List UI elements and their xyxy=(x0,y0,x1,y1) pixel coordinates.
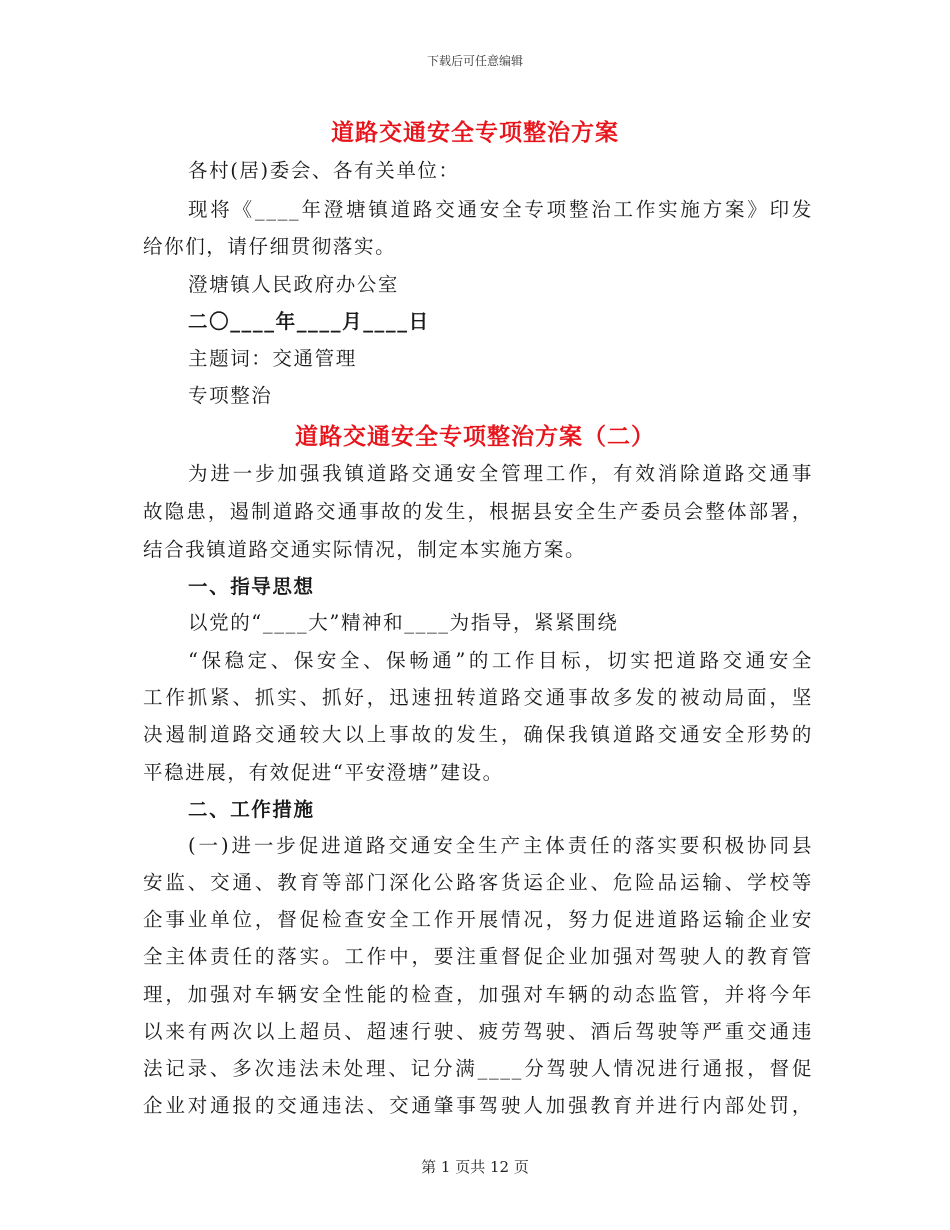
notice-sender: 澄塘镇人民政府办公室 xyxy=(188,273,400,296)
intro-line: 结合我镇道路交通实际情况，制定本实施方案。 xyxy=(143,538,587,561)
section1-line: 工作抓紧、抓实、抓好，迅速扭转道路交通事故多发的被动局面，坚 xyxy=(143,686,813,709)
notice-keywords: 专项整治 xyxy=(188,384,273,407)
section2-line: 法记录、多次违法未处理、记分满____分驾驶人情况进行通报，督促 xyxy=(143,1057,813,1080)
intro-line: 故隐患，遏制道路交通事故的发生，根据县安全生产委员会整体部署， xyxy=(143,500,813,523)
section2-line: 企事业单位，督促检查安全工作开展情况，努力促进道路运输企业安 xyxy=(143,908,813,931)
notice-addressee: 各村(居)委会、各有关单位： xyxy=(188,159,460,182)
section-heading: 一、指导思想 xyxy=(188,575,315,598)
page-number: 第 1 页共 12 页 xyxy=(421,1158,529,1176)
section-heading: 二、工作措施 xyxy=(188,798,315,821)
section2-line: 理，加强对车辆安全性能的检查，加强对车辆的动态监管，并将今年 xyxy=(143,983,813,1006)
section1-line: 以党的“____大”精神和____为指导，紧紧围绕 xyxy=(188,611,619,634)
intro-line: 为进一步加强我镇道路交通安全管理工作，有效消除道路交通事 xyxy=(188,462,813,485)
section1-line: 决遏制道路交通较大以上事故的发生，确保我镇道路交通安全形势的 xyxy=(143,723,813,746)
section2-line: 以来有两次以上超员、超速行驶、疲劳驾驶、酒后驾驶等严重交通违 xyxy=(143,1020,813,1043)
page-header-note: 下载后可任意编辑 xyxy=(426,54,523,68)
section1-line: “保稳定、保安全、保畅通”的工作目标，切实把道路交通安全 xyxy=(188,649,813,672)
document-title: 道路交通安全专项整治方案 xyxy=(331,119,619,146)
notice-keywords: 主题词：交通管理 xyxy=(188,347,357,370)
notice-body-line: 现将《____年澄塘镇道路交通安全专项整治工作实施方案》印发 xyxy=(188,198,813,221)
notice-body-line: 给你们，请仔细贯彻落实。 xyxy=(143,235,397,258)
section1-line: 平稳进展，有效促进“平安澄塘”建设。 xyxy=(143,761,504,784)
section2-line: 企业对通报的交通违法、交通肇事驾驶人加强教育并进行内部处罚， xyxy=(143,1094,813,1117)
section2-line: (一)进一步促进道路交通安全生产主体责任的落实要积极协同县 xyxy=(188,834,813,857)
section2-line: 安监、交通、教育等部门深化公路客货运企业、危险品运输、学校等 xyxy=(143,871,813,894)
document-title-2: 道路交通安全专项整治方案（二） xyxy=(295,423,655,450)
notice-date: 二〇____年____月____日 xyxy=(188,310,430,333)
section2-line: 全主体责任的落实。工作中，要注重督促企业加强对驾驶人的教育管 xyxy=(143,945,813,968)
